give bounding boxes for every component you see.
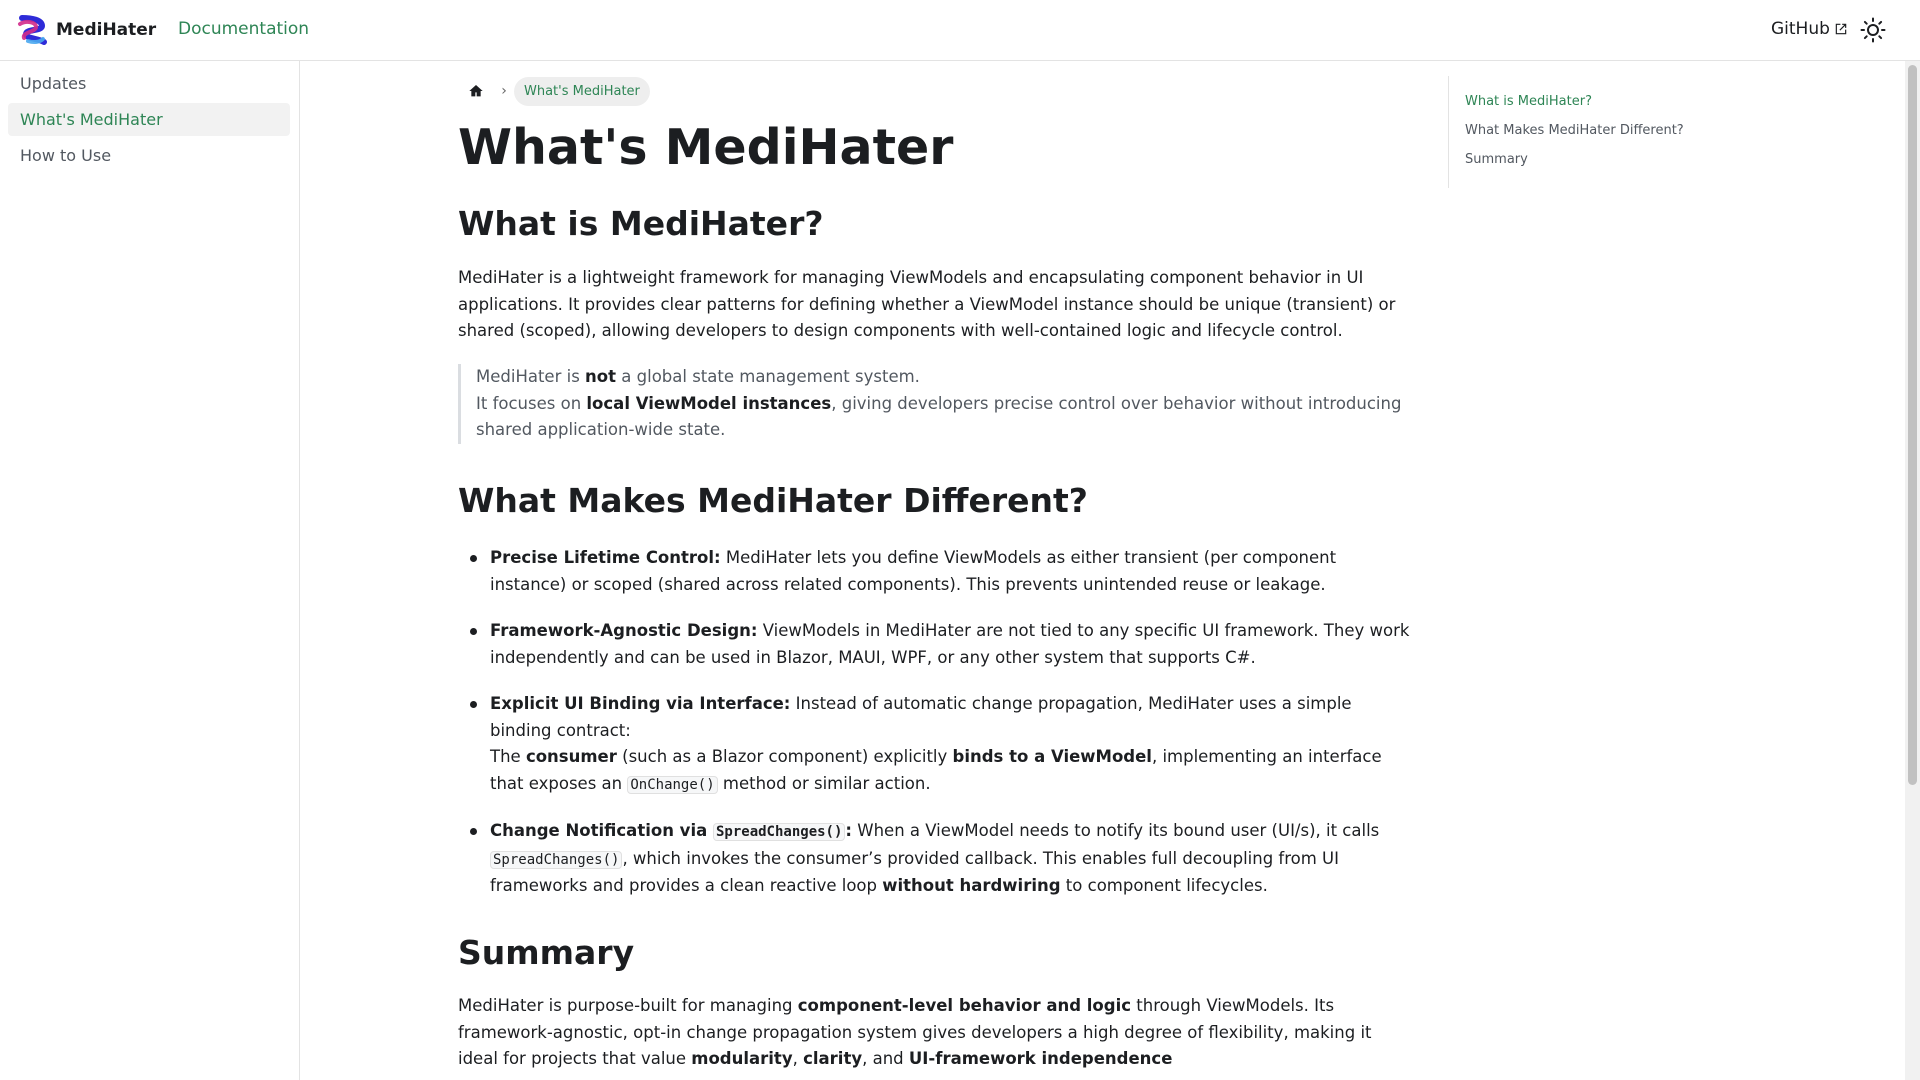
sidebar-item-how-to-use[interactable]: How to Use bbox=[20, 146, 112, 165]
inline-code: SpreadChanges() bbox=[490, 851, 622, 869]
chevron-right-icon: › bbox=[501, 83, 507, 99]
breadcrumb-current: What's MediHater bbox=[514, 77, 650, 106]
intro-paragraph: MediHater is a lightweight framework for managing ViewModels and encapsulating component behavior in UI applications. It provides clear patterns for defining whether a ViewModel instance should be unique (transient) or shared (scoped), allowing developers to design components with well-contained logic and lifecycle control. bbox=[458, 268, 1396, 340]
page-title: What's MediHater bbox=[458, 119, 954, 176]
toc-item-what-is[interactable]: What is MediHater? bbox=[1465, 94, 1592, 109]
toc-item-summary[interactable]: Summary bbox=[1465, 152, 1528, 167]
brand-link[interactable] bbox=[16, 14, 156, 46]
theme-toggle-sun-icon[interactable] bbox=[1860, 17, 1886, 43]
scrollbar-thumb[interactable] bbox=[1908, 65, 1917, 785]
nav-github-link[interactable] bbox=[1771, 19, 1848, 39]
table-of-contents bbox=[1448, 76, 1688, 188]
list-item: Change Notification via SpreadChanges() : When a ViewModel needs to notify its bound user (UI/s), it calls SpreadChanges() , which invokes the consumer’s provided callback. This enables full decoupling from UI frameworks and provides a clean reactive loop without hardwiring to component lifecycles. bbox=[458, 818, 1416, 900]
breadcrumb bbox=[458, 75, 650, 107]
medihater-logo-icon bbox=[16, 14, 48, 46]
docs-sidebar bbox=[0, 61, 300, 1080]
brand-name: MediHater bbox=[56, 20, 157, 40]
list-item: Precise Lifetime Control: MediHater lets you define ViewModels as either transient (per component instance) or scoped (shared across related components). This prevents unintended reuse or leakage. bbox=[458, 545, 1416, 598]
external-link-icon bbox=[1834, 22, 1848, 36]
github-label: GitHub bbox=[1771, 19, 1830, 39]
section-heading-what-is: What is MediHater? bbox=[458, 204, 824, 243]
toc-item-different[interactable]: What Makes MediHater Different? bbox=[1465, 123, 1684, 138]
navbar bbox=[0, 0, 1920, 61]
quote-line-1: MediHater is not a global state management system. bbox=[476, 367, 920, 386]
page-scrollbar[interactable] bbox=[1905, 61, 1920, 1080]
list-item: Framework-Agnostic Design: ViewModels in MediHater are not tied to any specific UI framework. They work independently and can be used in Blazor, MAUI, WPF, or any other system that supports C#. bbox=[458, 618, 1416, 671]
sidebar-item-whats-medihater[interactable]: What's MediHater bbox=[8, 103, 290, 136]
section-heading-different: What Makes MediHater Different? bbox=[458, 481, 1088, 520]
inline-code: OnChange() bbox=[627, 776, 717, 794]
blockquote-note bbox=[458, 364, 1416, 444]
inline-code: SpreadChanges() bbox=[713, 823, 845, 841]
nav-documentation-link[interactable]: Documentation bbox=[178, 19, 310, 39]
section-heading-summary: Summary bbox=[458, 933, 635, 972]
quote-line-2: It focuses on local ViewModel instances, giving developers precise control over behavior without introducing shared application-wide state. bbox=[476, 393, 1402, 439]
list-item: Explicit UI Binding via Interface: Instead of automatic change propagation, MediHater uses a simple binding contract: The consumer (such as a Blazor component) explicitly binds to a ViewModel, implementing an interface that exposes an OnChange() method or similar action. bbox=[458, 691, 1416, 798]
sidebar-item-updates[interactable]: Updates bbox=[20, 74, 87, 93]
features-list bbox=[458, 545, 1416, 920]
breadcrumb-home[interactable] bbox=[458, 75, 494, 107]
home-icon bbox=[468, 83, 484, 99]
summary-paragraph: MediHater is purpose-built for managing component-level behavior and logic through ViewModels. Its framework-agnostic, opt-in change propagation system gives developers a high degree of flexibility, making it ideal for projects that value modularity, clarity, and UI-framework independence bbox=[458, 996, 1372, 1068]
